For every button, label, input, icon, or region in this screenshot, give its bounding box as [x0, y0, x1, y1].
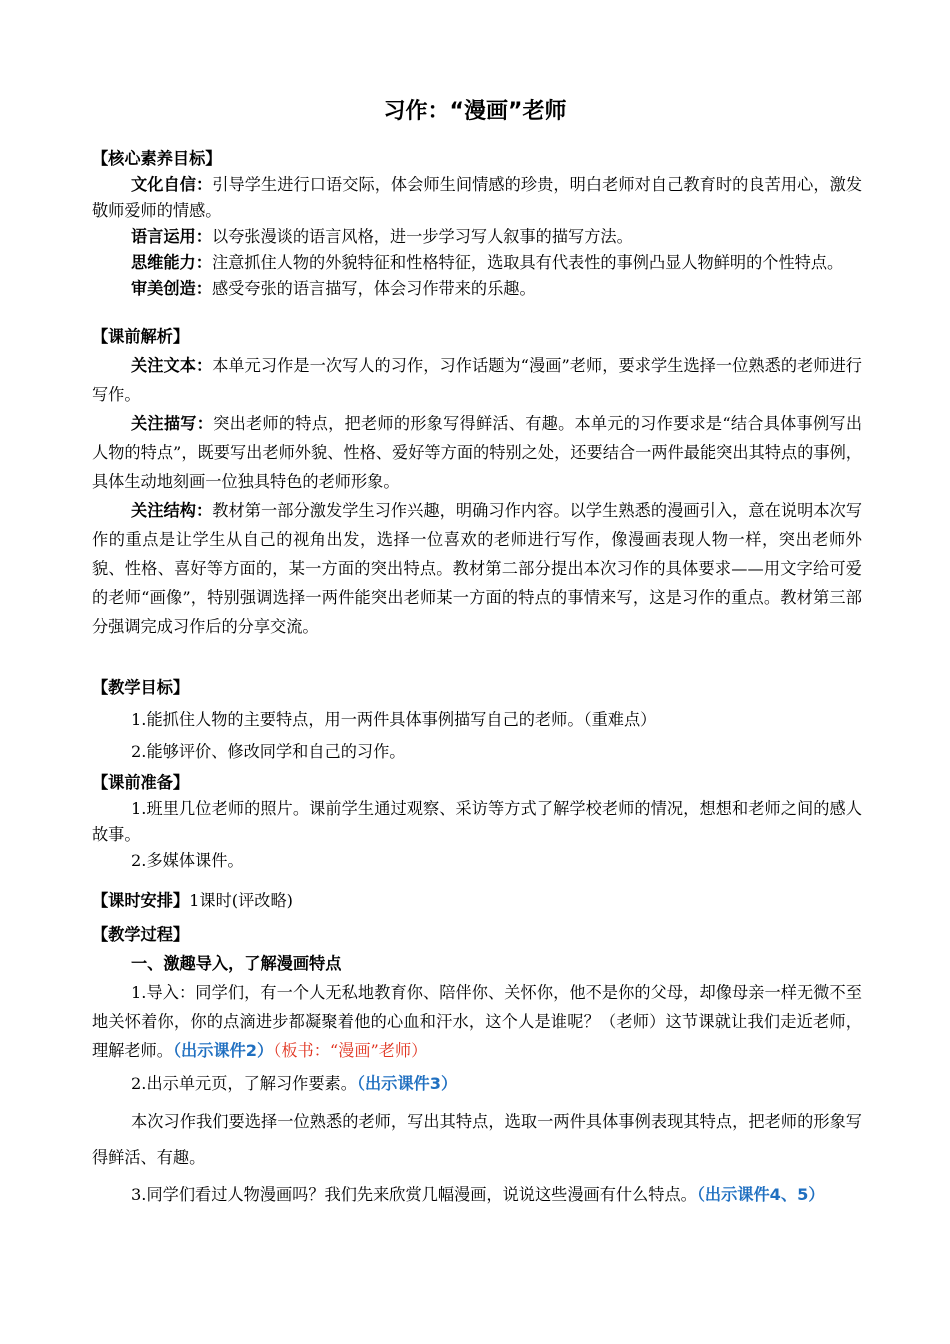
section-heading-goals: 【教学目标】 [92, 678, 190, 697]
analysis-label: 关注结构： [131, 501, 213, 520]
analysis-text: 教材第一部分激发学生习作兴趣，明确习作内容。以学生熟悉的漫画引入，意在说明本次写作的重点是让学生从自己的视角出发，选择一位喜欢的老师进行写作，像漫画表现人物一样，突出老师外貌、性格、喜好等方面的，某一方面的突出特点。教材第二部分提出本次习作的具体要求——用文字给可爱的老师“画像”，特别强调选择一两件能突出老师某一方面的特点的事情来写，这是习作的重点。教材第三部分强调完成习作后的分享交流。 [92, 501, 863, 636]
core-label: 审美创造： [131, 279, 212, 298]
goal-item: 2.能够评价、修改同学和自己的习作。 [131, 742, 406, 761]
analysis-item-text [92, 351, 862, 409]
core-item-thinking [92, 250, 862, 276]
core-text: 注意抓住人物的外貌特征和性格特征，选取具有代表性的事例凸显人物鲜明的个性特点。 [211, 253, 844, 272]
courseware-note: （出示课件3） [356, 1074, 458, 1093]
core-text: 感受夸张的语言描写，体会习作带来的乐趣。 [211, 279, 536, 298]
process-paragraph-3: 本次习作我们要选择一位熟悉的老师，写出其特点，选取一两件具体事例表现其特点，把老师的形象写得鲜活、有趣。 [92, 1112, 862, 1167]
process-paragraph-2 [92, 1069, 862, 1098]
section-heading-process: 【教学过程】 [92, 925, 190, 944]
core-item-culture [92, 172, 862, 224]
process-text: 2.出示单元页，了解习作要素。 [131, 1074, 357, 1093]
prep-item: 2.多媒体课件。 [131, 851, 244, 870]
section-heading-schedule: 【课时安排】 [92, 891, 190, 910]
section-heading-analysis: 【课前解析】 [92, 327, 190, 346]
analysis-text: 突出老师的特点，把老师的形象写得鲜活、有趣。本单元的习作要求是“结合具体事例写出人物的特点”，既要写出老师外貌、性格、爱好等方面的特别之处，还要结合一两件最能突出其特点的事例，具体生动地刻画一位独具特色的老师形象。 [92, 414, 863, 491]
core-item-language [92, 224, 862, 250]
core-label: 思维能力： [131, 253, 212, 272]
core-text: 引导学生进行口语交际，体会师生间情感的珍贵，明白老师对自己教育时的良苦用心，激发敬师爱师的情感。 [92, 175, 863, 220]
schedule-section [92, 888, 862, 914]
section-heading-core: 【核心素养目标】 [92, 149, 222, 168]
analysis-label: 关注描写： [131, 414, 214, 433]
prep-item: 1.班里几位老师的照片。课前学生通过观察、采访等方式了解学校老师的情况，想想和老师之间的感人故事。 [92, 799, 862, 844]
teaching-goals-section [92, 672, 862, 768]
analysis-label: 关注文本： [131, 356, 213, 375]
goal-item: 1.能抓住人物的主要特点，用一两件具体事例描写自己的老师。（重难点） [131, 710, 657, 729]
process-subheading: 一、激趣导入，了解漫画特点 [131, 954, 342, 973]
process-paragraph-1 [92, 978, 862, 1065]
core-item-aesthetic [92, 276, 862, 302]
process-text: 3.同学们看过人物漫画吗？我们先来欣赏几幅漫画，说说这些漫画有什么特点。 [131, 1185, 697, 1204]
preparation-section [92, 770, 862, 874]
core-label: 语言运用： [131, 227, 212, 246]
process-text: 1.导入：同学们，有一个人无私地教育你、陪伴你、关怀你，他不是你的父母，却像母亲一样无微不至地关怀着你，你的点滴进步都凝聚着他的心血和汗水，这个人是谁呢？（老师）这节课就让我们走近老师，理解老师。 [92, 983, 862, 1060]
analysis-text: 本单元习作是一次写人的习作，习作话题为“漫画”老师，要求学生选择一位熟悉的老师进行写作。 [92, 356, 862, 404]
process-paragraph-4 [92, 1180, 862, 1209]
board-note: （板书：“漫画”老师） [273, 1041, 428, 1060]
analysis-item-description [92, 409, 862, 496]
analysis-item-structure [92, 496, 862, 641]
courseware-note: （出示课件2） [172, 1041, 274, 1060]
core-text: 以夸张漫谈的语言风格，进一步学习写人叙事的描写方法。 [211, 227, 633, 246]
page-title: 习作：“漫画”老师 [383, 99, 567, 124]
core-goals-section [92, 146, 862, 302]
section-heading-prep: 【课前准备】 [92, 773, 190, 792]
courseware-note: （出示课件4、5） [696, 1185, 825, 1204]
schedule-text: 1课时(评改略) [189, 891, 293, 910]
process-section [92, 920, 862, 1209]
core-label: 文化自信： [131, 175, 213, 194]
analysis-section [92, 322, 862, 641]
